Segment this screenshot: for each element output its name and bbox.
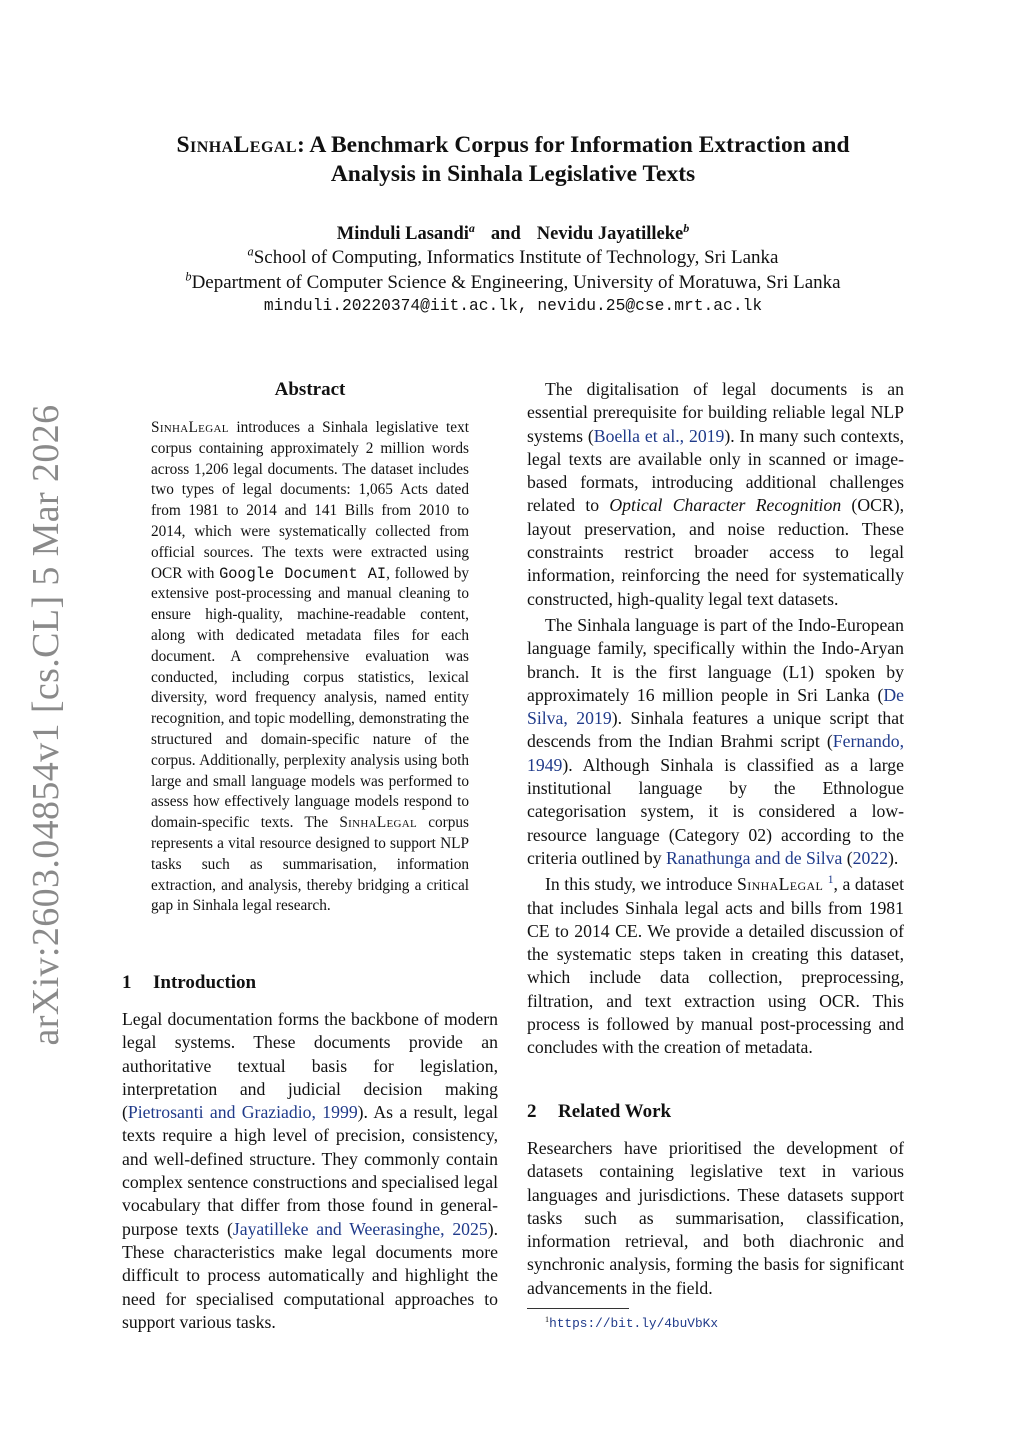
- affiliation-2-text: Department of Computer Science & Engineering, University of Moratuwa, Sri Lanka: [191, 272, 841, 293]
- author-join: and: [490, 224, 521, 244]
- author-2-name: Nevidu Jayatilleke: [536, 224, 684, 244]
- intro-p2-text-a: The digitalisation of legal documents is an essential prerequisite for building reliable legal NLP systems (: [527, 379, 904, 446]
- intro-p4-text-b: , a dataset that includes Sinhala legal acts and bills from 1981 CE to 2014 CE. We provide a detailed discussion of the systematic steps taken in creating this dataset, which include data collection, preprocessing, filtration, and text extraction using OCR. This process is followed by manual post-processing and concludes with the creation of metadata.: [527, 874, 904, 1058]
- abstract-heading: Abstract: [274, 379, 346, 400]
- intro-p3-text-b: ). Sinhala features a unique script that descends from the Indian Brahmi script (: [527, 708, 904, 752]
- intro-paragraph-4: [527, 873, 904, 1059]
- intro-p1-text-a: Legal documentation forms the backbone of modern legal systems. These documents provide an authoritative textual basis for legislation, interpretation and judicial decision making (: [122, 1009, 498, 1123]
- author-2-mark: b: [683, 220, 690, 235]
- intro-p2-text-c: (OCR), layout preservation, and noise reduction. These constraints restrict broader access to legal information, reinforcing the need for systematically constructed, high-quality legal text datasets.: [527, 495, 905, 609]
- arxiv-identifier-text: arXiv:2603.04854v1 [cs.CL] 5 Mar 2026: [25, 404, 67, 1046]
- related-work-body: [527, 1137, 904, 1303]
- intro-p3-text-a: The Sinhala language is part of the Indo-European language family, specifically within the Indo-Aryan branch. It is the first language (L1) spoken by approximately 16 million people in Sri Lanka (: [527, 614, 904, 705]
- citation-jayatilleke[interactable]: Jayatilleke and Weerasinghe, 2025: [232, 1218, 488, 1239]
- footnote-divider: [527, 1308, 629, 1309]
- abstract-system-name-2: SinhaLegal: [339, 814, 418, 832]
- affiliation-1-mark: a: [247, 244, 254, 259]
- intro-p4-system-name: SinhaLegal: [737, 874, 824, 895]
- paper-title: [120, 131, 906, 189]
- intro-p3-text-d: (: [842, 847, 853, 868]
- title-system-name: SinhaLegal: [176, 132, 298, 158]
- intro-p4-text-a: In this study, we introduce: [545, 874, 738, 895]
- related-paragraph-1: Researchers have prioritised the development of datasets containing legislative text in various languages and jurisdictions. These datasets support tasks such as summarisation, classification, information retrieval, and both diachronic and synchronic analysis, forming the basis for significant advancements in the field.: [527, 1138, 904, 1298]
- intro-paragraph-2: [527, 378, 904, 611]
- arxiv-identifier-sidebar: [8, 404, 84, 1046]
- intro-paragraph-1: [122, 1008, 498, 1334]
- footnote-1-marker[interactable]: 1: [827, 874, 834, 887]
- abstract-text-1: introduces a Sinhala legislative text corpus containing approximately 2 million words across 1,206 legal documents. The dataset includes two types of legal documents: 1,065 Acts dated from 1981 to 2014 and 141 Bills from 2010 to 2014, which were systematically collected from official sources. The texts were extracted using OCR with: [151, 419, 469, 582]
- footnote-1-mark: 1: [545, 1314, 550, 1324]
- footnote-1: [545, 1314, 718, 1333]
- affiliation-2: [120, 271, 906, 295]
- affiliation-2-mark: b: [185, 269, 192, 284]
- introduction-left-column: [122, 1008, 498, 1337]
- citation-pietrosanti[interactable]: Pietrosanti and Graziadio, 1999: [127, 1102, 358, 1123]
- citation-boella[interactable]: Boella et al., 2019: [593, 425, 725, 446]
- intro-p1-text-b: ). As a result, legal texts require a high level of precision, consistency, and well-defined structure. They commonly contain complex sentence constructions and specialised legal vocabulary that differ from those found in general-purpose texts (: [122, 1102, 498, 1239]
- title-line2: Analysis in Sinhala Legislative Texts: [330, 161, 696, 187]
- citation-ranathunga[interactable]: Ranathunga and de Silva: [666, 847, 843, 868]
- author-1-name: Minduli Lasandi: [336, 224, 469, 244]
- section-2-number: 2: [527, 1101, 537, 1122]
- citation-ranathunga-year[interactable]: 2022: [852, 847, 889, 868]
- author-emails: minduli.20220374@iit.ac.lk, nevidu.25@cse.mrt.ac.lk: [263, 296, 763, 315]
- introduction-right-column: [527, 378, 904, 1063]
- abstract-system-name-1: SinhaLegal: [151, 419, 229, 436]
- intro-paragraph-3: [527, 614, 904, 870]
- abstract-text-3: corpus represents a vital resource designed to support NLP tasks such as summarisation, information extraction, and analysis, thereby bridging a critical gap in Sinhala legal research.: [151, 814, 470, 915]
- title-line1-rest: : A Benchmark Corpus for Information Extraction and: [297, 132, 850, 158]
- intro-p3-text-e: ).: [888, 847, 899, 868]
- citation-fernando[interactable]: Fernando, 1949: [527, 731, 904, 775]
- citation-de-silva[interactable]: De Silva, 2019: [527, 684, 904, 729]
- abstract-text-2: , followed by extensive post-processing and manual cleaning to ensure high-quality, machine-readable content, along with dedicated metadata files for each document. A comprehensive evaluation was conducted, including corpus statistics, lexical diversity, word frequency analysis, named entity recognition, and topic modelling, demonstrating the structured and domain-specific nature of the corpus. Additionally, perplexity analysis using both large and small language models was performed to assess how effectively language models respond to domain-specific texts. The: [151, 564, 470, 832]
- section-1-heading: [122, 971, 256, 995]
- section-2-heading: [527, 1100, 671, 1124]
- affiliation-1: [120, 246, 906, 270]
- abstract-code-tool: Google Document AI: [219, 564, 387, 583]
- intro-p3-text-c: ). Although Sinhala is classified as a large institutional language by the Ethnologue categorisation system, it is considered a low-resource language (Category 02) according to the criteria outlined by: [527, 754, 904, 868]
- intro-p1-text-c: ). These characteristics make legal documents more difficult to process automatically and highlight the need for specialised computational approaches to support various tasks.: [122, 1218, 499, 1332]
- abstract-body: [151, 418, 469, 917]
- footnote-1-url-link[interactable]: https://bit.ly/4buVbKx: [549, 1316, 719, 1331]
- section-1-number: 1: [122, 972, 132, 993]
- section-2-title: Related Work: [558, 1101, 672, 1122]
- author-1-mark: a: [468, 220, 475, 235]
- intro-p2-text-b: ). In many such contexts, legal texts are available only in scanned or image-based formats, introducing additional challenges related to: [527, 425, 905, 516]
- affiliation-1-text: School of Computing, Informatics Institute of Technology, Sri Lanka: [253, 247, 779, 268]
- author-list: [120, 222, 906, 246]
- section-1-title: Introduction: [153, 972, 257, 993]
- intro-p2-emphasis: Optical Character Recognition: [609, 495, 842, 516]
